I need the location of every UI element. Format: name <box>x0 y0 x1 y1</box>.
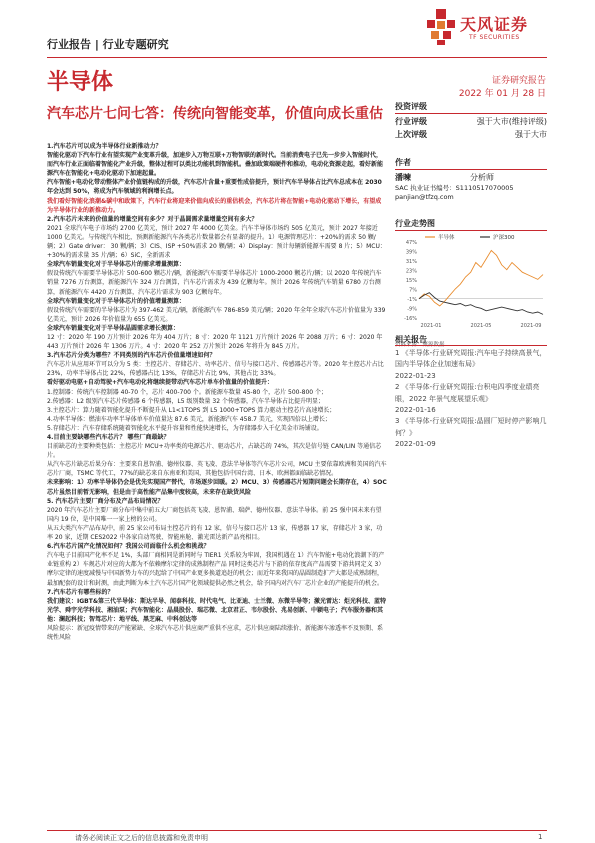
body-heading: 6.汽车芯片国产化情况如何？我国公司面临什么机会和挑战？ <box>47 543 210 551</box>
y-tick-label: 47% <box>405 240 417 246</box>
related-report-title: 1 《半导体-行业研究周报:汽车电子持续高景气，国内半导体企业加速布局》 <box>395 349 547 369</box>
body-heading: 智能化驱动下汽车行业有望实现产业变革升级，加速步入万物互联+万物智联的新时代。当前消费电子已先一步步入智能时代，而汽车行业正面临着智能化产业升级，整体过程可以类比功能机到智能机。叠加政策端硬件和推动，电动化资源走起，看好新能源汽车在智能化+电动化驱动下加速起量。 <box>47 152 384 178</box>
body-paragraph: 从汽车芯片缺芯后果分布：主要来自恩智浦、德州仪器、英飞凌、意法半导体等汽车芯片公司，MCU 主要依靠欧洲和美国的汽车芯片厂商，TSMC 等代工，77%的缺芯来自东南亚和美国，其他包括中国台湾、日本、欧洲都面临缺芯情况。 <box>47 461 387 478</box>
body-paragraph: 目前缺芯的主要种类包括：主控芯片 MCU+功率类的电源芯片、驱动芯片，占缺芯的 74%，其次是信号链 CAN/LIN 等通信芯片。 <box>47 443 382 460</box>
body-heading: 1.汽车芯片可以成为半导体行业新推动力？ <box>47 143 162 150</box>
y-tick-label: 31% <box>405 259 417 265</box>
rating-heading: 投资评级 <box>395 102 427 111</box>
related-heading: 相关报告 <box>395 335 427 344</box>
logo-text-en: TF SECURITIES <box>469 34 520 41</box>
author-cert: SAC 执业证书编号：S1110517070005 <box>395 184 514 192</box>
y-tick-label: 15% <box>405 278 417 284</box>
related-report-date: 2022-01-16 <box>395 406 436 415</box>
report-date: 2022 年 01 月 28 日 <box>458 89 546 99</box>
body-heading: 4.目前主要缺哪些汽车芯片？ 哪些厂商最缺？ <box>47 434 170 441</box>
y-tick-label: 23% <box>405 268 417 275</box>
header-divider <box>47 57 547 58</box>
related-report-title: 3 《半导体-行业研究周报:晶圆厂短时停产影响几何？》 <box>395 417 547 437</box>
body-paragraph: 2021 全球汽车电子市场约 2700 亿美元，预计 2027 年 4000 亿美金。汽车半导体市场约 505 亿美元，预计 2027 年接近 1000 亿美元。与传统汽车相比，预测新能源汽车各类芯片数量都会有显著的提升。1）电源管理芯片：+20%的需求 50 颗/辆；2）Gate driver： 30 颗/辆；3）CIS、ISP +50%需求 20 颗/辆；4）Display：预计每辆新能源车需要 8 片；5）MCU：+30%的需求量 35 片/辆；6）SiC，全新需求 <box>47 224 386 260</box>
prev-rating-label: 上次评级 <box>395 130 427 139</box>
x-tick-label: 2021-01 <box>420 323 442 329</box>
author-email[interactable]: panjian@tfzq.com <box>395 193 454 201</box>
body-heading: 全球汽车销量变化对于半导体芯片的价值增量测算： <box>47 297 186 305</box>
related-list <box>395 348 547 451</box>
report-body <box>47 142 387 642</box>
body-heading: 汽车智能+电动化带动整体产业价值链构成的升级，汽车芯片含量+重要性成倍提升，预计汽车半导体占比汽车总成本在 2030 年会达到 50%，将成为汽车领域的利润增长点。 <box>47 179 382 196</box>
y-tick-label: -1% <box>407 297 417 303</box>
body-paragraph: 4.功率半导体：燃油车功率半导体单车价值量达 87.6 美元，新能源汽车 458.7 美元，实现四倍以上增长； <box>47 415 331 423</box>
body-paragraph: 风险提示：新冠疫情带来的产能紧缺、全球汽车芯片供应商严重供不应求，芯片供应商陆续涨价、新能源车渗透率不及预期、系统性风险 <box>47 624 384 642</box>
logo-text-cn: 天风证券 <box>460 15 529 34</box>
body-paragraph: 汽车芯片从应用环节可以分为 5 类：主控芯片、存储芯片、功率芯片、信号与接口芯片、传感器芯片等。2020 年主控芯片占比 23%，功率半导体占比 22%，传感器占比 13%，存储芯片占比 9%，其他占比 33%。 <box>47 361 384 378</box>
body-paragraph: 假设传统汽车需要的半导体芯片为 397-462 美元/辆，新能源汽车 786-859 美元/辆；2020 年全年全球汽车芯片价值量为 339 亿美元，预计 2026 年价值量为 655 亿美元。 <box>47 306 386 323</box>
y-tick-label: -16% <box>404 316 417 322</box>
rating-divider <box>395 113 547 114</box>
page-title: 半导体 <box>47 70 114 95</box>
author-divider <box>395 169 547 170</box>
related-divider <box>395 345 547 346</box>
body-heading: 看好驱动电驱+自动驾驶+汽车电动化将继续提带动汽车芯片单车价值量的价值提升： <box>47 379 274 387</box>
body-paragraph: 5.存储芯片：汽车存储系统随着智能化水平提升容量和性能快速增长，为存储器步入千亿美金市场铺设。 <box>47 424 323 432</box>
rating-value: 强于大市(维持评级) <box>476 117 547 126</box>
rating-label: 行业评级 <box>395 117 427 126</box>
related-report-item[interactable] <box>395 416 547 450</box>
footer-disclaimer: 请务必阅读正文之后的信息披露和免责申明 <box>75 834 208 842</box>
related-report-item[interactable] <box>395 382 547 416</box>
body-paragraph: 2.传感器：L2 级别汽车芯片传感器 6 个传感器，L5 级别数量 32 个传感器，汽车半导体占比提升明显； <box>47 397 324 405</box>
body-paragraph: 3.主控芯片：算力随着智能化提升不断提升从 L1<1TOPS 到 L5 1000+TOPS 算力驱动主控芯片高速增长； <box>47 406 336 414</box>
trend-heading: 行业走势图 <box>395 219 435 228</box>
series-line-0 <box>419 250 543 306</box>
author-heading: 作者 <box>395 158 411 167</box>
body-paragraph: 1.控制器：传统汽车控制器 40-70 个，芯片 400-700 个。新能源车数量 45-80 个，芯片 500-800 个； <box>47 388 327 396</box>
body-heading: 全球汽车销量变化对于半导体晶圆需求增长测算： <box>47 324 180 332</box>
page-number: 1 <box>538 833 543 841</box>
related-report-title: 2 《半导体-行业研究周报:台积电四季度业绩亮眼，2022 年景气度展望乐观》 <box>395 383 540 403</box>
trend-divider <box>395 230 547 231</box>
series-line-1 <box>419 293 543 315</box>
x-tick-label: 2021-09 <box>520 323 542 329</box>
body-paragraph: 汽车电子目前国产化率不足 1%，头部厂商相同是新同时与 TIER1 关系较为牢固，我国机遇在 1）汽车智能+电动化浪潮下的产业链重构 2）车规芯片对应的大都为不依赖摩尔定律的成熟制程产品 同时这类芯片与下游的依存度高产品需要下游共同定义 3）摩尔定律的速度减慢与中国新势力车的兴起给了中国产业更多换道追赶的机会；而近年来我国的晶圆制造扩产大都是成熟制程，最加配套的设计和封测，由此判断为本土汽车芯片国产化领域提供必然之机会，给予国内对汽车厂芯片企业的产能提升的机会。 <box>47 552 385 587</box>
body-heading: 2.汽车芯片未来的价值量的增量空间有多少？对于晶圆需求量增量空间有多大？ <box>47 215 258 223</box>
prev-rating-value: 强于大市 <box>515 130 547 139</box>
body-heading: 未来影响：1）功率半导体仍会是优先实现国产替代，市场逐步回暖。2）MCU、3）传感器芯片短期问题会长期存在，4）SOC 芯片虽然目前暂无影响，但是由于高性能产品集中度较高，未来存在缺货风险 <box>47 479 387 496</box>
report-category: 行业报告 | 行业专题研究 <box>47 38 169 51</box>
body-heading: 全球汽车销量变化对于半导体芯片的需求增量测算： <box>47 261 186 269</box>
tf-logo-icon <box>427 9 455 45</box>
body-heading: 我们看好智能化浪潮&碳中和政策下，汽车行业将迎来价值向成长的重估机会，汽车芯片将在智能+电动化驱动下增长，有望成为半导体行业的新推动力。 <box>47 197 382 214</box>
body-heading: 7.汽车芯片有哪些标的？ <box>47 588 114 596</box>
author-role: 分析师 <box>470 173 494 182</box>
legend-label: 半导体 <box>438 235 455 241</box>
body-paragraph: 假设传统汽车需要半导体芯片 500-600 颗芯片/辆，新能源汽车需要半导体芯片 1000-2000 颗芯片/辆；以 2020 年传统汽车销量 7276 万台测算，新能源汽车 324 万台测算，汽车芯片需求为 439 亿颗每年。预计 2026 年传统汽车销量 6780 万台测算，新能源汽车 4420 万台测算，汽车芯片需求为 903 亿颗每年。 <box>47 270 382 296</box>
footer-divider <box>47 830 547 831</box>
body-heading: 3.汽车芯片分类为哪些？不同类别的汽车芯片价值量增速如何？ <box>47 352 216 360</box>
body-paragraph: 从五大类汽车产品布局中，前 25 家公司布局主控芯片的有 12 家，信号与接口芯片 13 家，传感器 17 家，存储芯片 3 家，功率 20 家，近期 CES2022 中各家自动驾驶、智能座舱、激光雷达新产品亮相目。 <box>47 524 383 542</box>
y-tick-label: -9% <box>407 306 417 313</box>
related-report-date: 2022-01-09 <box>395 440 436 449</box>
report-type: 证券研究报告 <box>491 76 546 86</box>
x-tick-label: 2021-05 <box>470 323 492 329</box>
y-tick-label: 39% <box>405 249 417 256</box>
related-report-date: 2022-01-23 <box>395 371 436 380</box>
body-paragraph: 2020 年汽车芯片主要厂商分布中集中前五大厂商包括英飞凌、恩智浦、瑞萨、德州仪器、意法半导体。前 25 强中国未来有望国内 19 位，是中国唯一一家上榜的公司。 <box>47 506 382 523</box>
author-name: 潘暕 <box>395 173 411 182</box>
report-subtitle: 汽车芯片七问七答：传统向智能变革，价值向成长重估 <box>47 106 383 122</box>
legend-label: 沪深300 <box>493 235 515 241</box>
body-paragraph: 12 寸：2020 年 190 万片预计 2026 年为 404 万片；8 寸：2020 年 1121 万片预计 2026 年 2088 万片；6 寸：2020 年 443 万片预计 2026 年 1306 万片。4 寸：2020 年 252 万片预计 2026 年将升为 845 万片。 <box>47 333 383 351</box>
body-heading: 我们建议：IGBT&第三代半导体：斯达半导、闻泰科技、时代电气、比亚迪、士兰微、东微半导等；激光雷达：炬光科技、蓝特光学、舜宇光学科技、湘油泵；汽车智能化：晶晨股份、瑞芯微、北京君正、韦尔股份、兆易创新、中颖电子；汽车服务器和其他：澜起科技；智驾芯片：地平线、黑芝麻、中科创达等 <box>47 597 387 623</box>
related-report-item[interactable] <box>395 348 547 382</box>
body-heading: 5. 汽车芯片主要厂商分布及产品布局情况？ <box>47 497 164 505</box>
y-tick-label: 7% <box>409 287 417 294</box>
trend-chart <box>395 232 547 340</box>
